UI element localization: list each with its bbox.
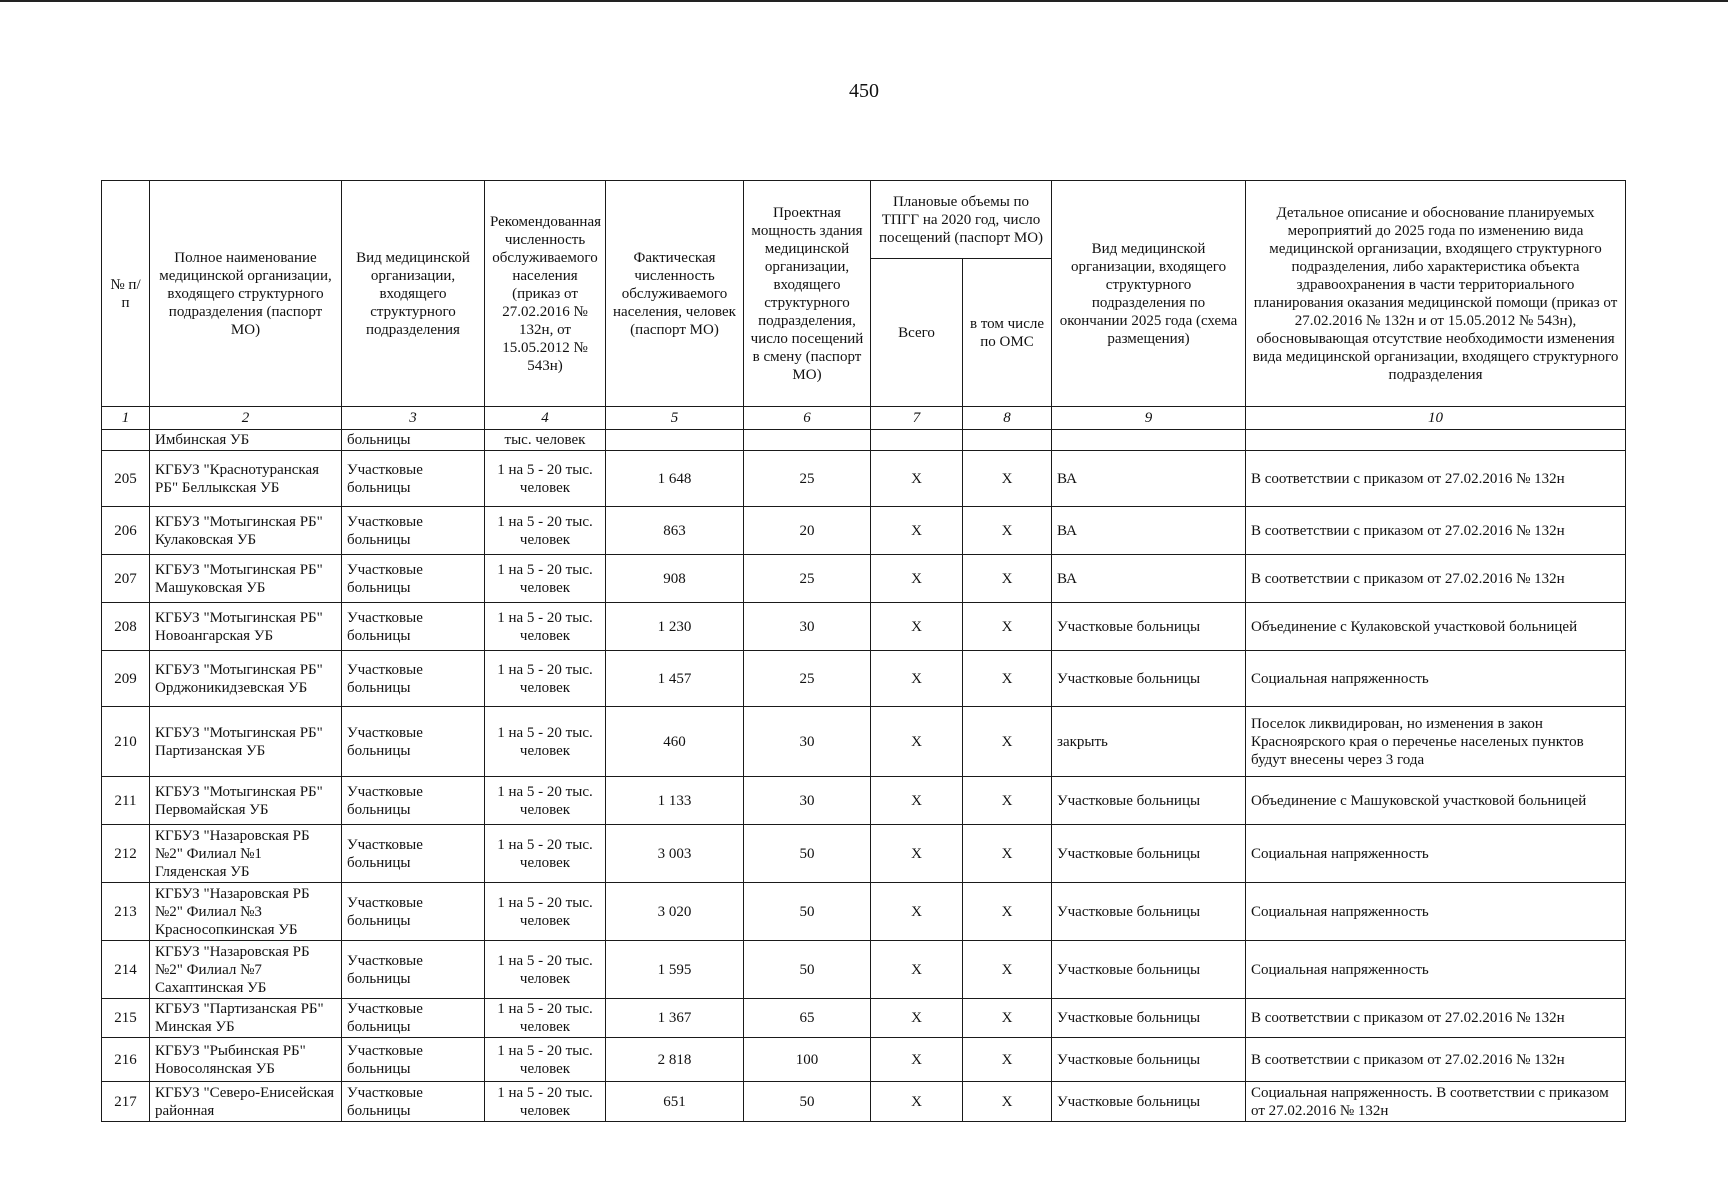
- cell-total: Х: [871, 603, 963, 651]
- cell-name: КГБУЗ "Рыбинская РБ" Новосолянская УБ: [150, 1038, 342, 1082]
- cell-capacity: 25: [744, 451, 871, 507]
- cell-capacity: 20: [744, 507, 871, 555]
- cell-population: 1 367: [606, 999, 744, 1038]
- cell-num: 205: [102, 451, 150, 507]
- cell-oms: Х: [963, 777, 1052, 825]
- table-row: [102, 941, 1626, 999]
- cell-name: КГБУЗ "Северо-Енисейская районная: [150, 1082, 342, 1122]
- cell-kind-2025: Участковые больницы: [1052, 1082, 1246, 1122]
- cell-oms: Х: [963, 507, 1052, 555]
- cell-name: КГБУЗ "Мотыгинская РБ" Партизанская УБ: [150, 707, 342, 777]
- cell-oms: Х: [963, 603, 1052, 651]
- cell-oms: Х: [963, 555, 1052, 603]
- cell-population: 3 020: [606, 883, 744, 941]
- table-header: [102, 181, 1626, 430]
- cell-name: КГБУЗ "Мотыгинская РБ" Машуковская УБ: [150, 555, 342, 603]
- cell-norm: 1 на 5 - 20 тыс. человек: [485, 883, 606, 941]
- table-row: [102, 883, 1626, 941]
- cell-population: 3 003: [606, 825, 744, 883]
- cell-name: КГБУЗ "Назаровская РБ №2" Филиал №3 Красносопкинская УБ: [150, 883, 342, 941]
- cell-name: КГБУЗ "Мотыгинская РБ" Первомайская УБ: [150, 777, 342, 825]
- header-oms: в том числе по ОМС: [963, 259, 1052, 407]
- cell-total: Х: [871, 507, 963, 555]
- header-recommended-population: Рекомендованная численность обслуживаемого населения (приказ от 27.02.2016 № 132н, от 15.05.2012 № 543н): [485, 181, 606, 407]
- cell-population: 1 133: [606, 777, 744, 825]
- cell-kind-2025: Участковые больницы: [1052, 603, 1246, 651]
- cell-capacity: 30: [744, 603, 871, 651]
- cell-description: Объединение с Кулаковской участковой больницей: [1246, 603, 1626, 651]
- cell-kind-2025: Участковые больницы: [1052, 777, 1246, 825]
- table-row: [102, 555, 1626, 603]
- cell-total: Х: [871, 883, 963, 941]
- cell-type: Участковые больницы: [342, 777, 485, 825]
- cell-total: Х: [871, 825, 963, 883]
- cell-oms: Х: [963, 883, 1052, 941]
- cell-capacity: 65: [744, 999, 871, 1038]
- cell-total: Х: [871, 777, 963, 825]
- table-row: [102, 777, 1626, 825]
- cell-capacity: 30: [744, 707, 871, 777]
- cell-name: КГБУЗ "Краснотуранская РБ" Беллыкская УБ: [150, 451, 342, 507]
- cell-capacity: 100: [744, 1038, 871, 1082]
- cell-type: Участковые больницы: [342, 825, 485, 883]
- cell-description: Социальная напряженность. В соответствии с приказом от 27.02.2016 № 132н: [1246, 1082, 1626, 1122]
- cell-total: Х: [871, 555, 963, 603]
- cell-type: Участковые больницы: [342, 883, 485, 941]
- header-name: Полное наименование медицинской организации, входящего структурного подразделения (паспорт МО): [150, 181, 342, 407]
- column-number: 4: [485, 407, 606, 430]
- cell-kind-2025: ВА: [1052, 507, 1246, 555]
- cell-oms: Х: [963, 1082, 1052, 1122]
- cell-kind-2025: ВА: [1052, 555, 1246, 603]
- cell-num: 206: [102, 507, 150, 555]
- cell-capacity: 30: [744, 777, 871, 825]
- cell-type: Участковые больницы: [342, 1082, 485, 1122]
- cell-total: Х: [871, 651, 963, 707]
- table-row: [102, 1082, 1626, 1122]
- column-number: 3: [342, 407, 485, 430]
- cell-total: Х: [871, 999, 963, 1038]
- cell-description: В соответствии с приказом от 27.02.2016 № 132н: [1246, 507, 1626, 555]
- cell-population: 1 457: [606, 651, 744, 707]
- header-actual-population: Фактическая численность обслуживаемого населения, человек (паспорт МО): [606, 181, 744, 407]
- header-capacity: Проектная мощность здания медицинской организации, входящего структурного подразделения, число посещений в смену (паспорт МО): [744, 181, 871, 407]
- cell-population: 651: [606, 1082, 744, 1122]
- table-row: [102, 451, 1626, 507]
- cell-type: Участковые больницы: [342, 707, 485, 777]
- cell-description: В соответствии с приказом от 27.02.2016 № 132н: [1246, 555, 1626, 603]
- cell-description: Поселок ликвидирован, но изменения в закон Красноярского края о переченье населеных пунктов будут внесены через 3 года: [1246, 707, 1626, 777]
- cell-name: КГБУЗ "Назаровская РБ №2" Филиал №7 Сахаптинская УБ: [150, 941, 342, 999]
- cell-description: Социальная напряженность: [1246, 883, 1626, 941]
- cell-type: Участковые больницы: [342, 507, 485, 555]
- cell-kind-2025: Участковые больницы: [1052, 941, 1246, 999]
- cell-norm: 1 на 5 - 20 тыс. человек: [485, 651, 606, 707]
- column-number-row: [102, 407, 1626, 430]
- cell-description: Социальная напряженность: [1246, 941, 1626, 999]
- cell-total: Х: [871, 941, 963, 999]
- cell-type: Участковые больницы: [342, 999, 485, 1038]
- page-number: 450: [849, 80, 879, 102]
- cell-norm: 1 на 5 - 20 тыс. человек: [485, 707, 606, 777]
- cell-norm: 1 на 5 - 20 тыс. человек: [485, 603, 606, 651]
- cell-total: Х: [871, 451, 963, 507]
- cell-description: В соответствии с приказом от 27.02.2016 № 132н: [1246, 451, 1626, 507]
- cell-norm: 1 на 5 - 20 тыс. человек: [485, 941, 606, 999]
- cell-num: 213: [102, 883, 150, 941]
- cell-population: 1 648: [606, 451, 744, 507]
- cell-norm: 1 на 5 - 20 тыс. человек: [485, 555, 606, 603]
- cell-population: 2 818: [606, 1038, 744, 1082]
- cell-kind-2025: Участковые больницы: [1052, 1038, 1246, 1082]
- column-number: 10: [1246, 407, 1626, 430]
- table-row: [102, 507, 1626, 555]
- cell-oms: Х: [963, 825, 1052, 883]
- cell-population: 1 595: [606, 941, 744, 999]
- cell-norm: 1 на 5 - 20 тыс. человек: [485, 507, 606, 555]
- cell-norm: 1 на 5 - 20 тыс. человек: [485, 451, 606, 507]
- cell-description: В соответствии с приказом от 27.02.2016 № 132н: [1246, 999, 1626, 1038]
- cell-type: Участковые больницы: [342, 555, 485, 603]
- cell-population: 1 230: [606, 603, 744, 651]
- cell-num: 212: [102, 825, 150, 883]
- cell-capacity: 50: [744, 825, 871, 883]
- column-number: 8: [963, 407, 1052, 430]
- cell-norm: тыс. человек: [485, 430, 606, 451]
- cell-population: 460: [606, 707, 744, 777]
- header-total: Всего: [871, 259, 963, 407]
- cell-num: 210: [102, 707, 150, 777]
- table-row: [102, 707, 1626, 777]
- table-row: [102, 651, 1626, 707]
- header-num: № п/п: [102, 181, 150, 407]
- cell-population: 863: [606, 507, 744, 555]
- cell-name: КГБУЗ "Мотыгинская РБ" Кулаковская УБ: [150, 507, 342, 555]
- cell-type: Участковые больницы: [342, 603, 485, 651]
- cell-name: КГБУЗ "Мотыгинская РБ" Орджоникидзевская УБ: [150, 651, 342, 707]
- cell-population: 908: [606, 555, 744, 603]
- header-kind-2025: Вид медицинской организации, входящего структурного подразделения по окончании 2025 года (схема размещения): [1052, 181, 1246, 407]
- cell-capacity: 25: [744, 555, 871, 603]
- cell-kind-2025: Участковые больницы: [1052, 999, 1246, 1038]
- cell-description: Социальная напряженность: [1246, 651, 1626, 707]
- table-row: [102, 999, 1626, 1038]
- cell-kind-2025: Участковые больницы: [1052, 825, 1246, 883]
- cell-num: 215: [102, 999, 150, 1038]
- cell-num: 209: [102, 651, 150, 707]
- cell-oms: Х: [963, 941, 1052, 999]
- cell-oms: Х: [963, 651, 1052, 707]
- cell-num: 211: [102, 777, 150, 825]
- cell-kind-2025: ВА: [1052, 451, 1246, 507]
- cell-num: 216: [102, 1038, 150, 1082]
- header-planned-volumes: Плановые объемы по ТПГГ на 2020 год, число посещений (паспорт МО): [871, 181, 1052, 259]
- cell-name: Имбинская УБ: [150, 430, 342, 451]
- cell-capacity: 25: [744, 651, 871, 707]
- cell-num: 217: [102, 1082, 150, 1122]
- cell-capacity: 50: [744, 883, 871, 941]
- cell-norm: 1 на 5 - 20 тыс. человек: [485, 825, 606, 883]
- cell-oms: Х: [963, 999, 1052, 1038]
- cell-num: 207: [102, 555, 150, 603]
- cell-norm: 1 на 5 - 20 тыс. человек: [485, 777, 606, 825]
- column-number: 2: [150, 407, 342, 430]
- cell-total: Х: [871, 1082, 963, 1122]
- cell-type: Участковые больницы: [342, 451, 485, 507]
- top-edge-line: [0, 0, 1728, 2]
- column-number: 9: [1052, 407, 1246, 430]
- table-row: [102, 603, 1626, 651]
- cell-type: больницы: [342, 430, 485, 451]
- column-number: 1: [102, 407, 150, 430]
- cell-name: КГБУЗ "Партизанская РБ" Минская УБ: [150, 999, 342, 1038]
- cell-type: Участковые больницы: [342, 1038, 485, 1082]
- hospital-registry-table: [101, 180, 1626, 1122]
- column-number: 5: [606, 407, 744, 430]
- column-number: 6: [744, 407, 871, 430]
- cell-name: КГБУЗ "Назаровская РБ №2" Филиал №1 Гляденская УБ: [150, 825, 342, 883]
- cell-num: 208: [102, 603, 150, 651]
- cell-oms: Х: [963, 451, 1052, 507]
- continuation-row: [102, 430, 1626, 451]
- cell-capacity: 50: [744, 941, 871, 999]
- cell-total: Х: [871, 1038, 963, 1082]
- table-row: [102, 825, 1626, 883]
- cell-description: Социальная напряженность: [1246, 825, 1626, 883]
- header-description: Детальное описание и обоснование планируемых мероприятий до 2025 года по изменению вида медицинской организации, входящего структурного подразделения, либо характеристика объекта здравоохранения в части территориального планирования оказания медицинской помощи (приказ от 27.02.2016 № 132н и от 15.05.2012 № 543н), обосновывающая отсутствие необходимости изменения вида медицинской организации, входящего структурного подразделения: [1246, 181, 1626, 407]
- header-type: Вид медицинской организации, входящего структурного подразделения: [342, 181, 485, 407]
- cell-norm: 1 на 5 - 20 тыс. человек: [485, 999, 606, 1038]
- cell-total: Х: [871, 707, 963, 777]
- cell-type: Участковые больницы: [342, 941, 485, 999]
- table-row: [102, 1038, 1626, 1082]
- cell-kind-2025: Участковые больницы: [1052, 651, 1246, 707]
- cell-description: Объединение с Машуковской участковой больницей: [1246, 777, 1626, 825]
- cell-kind-2025: закрыть: [1052, 707, 1246, 777]
- cell-oms: Х: [963, 1038, 1052, 1082]
- cell-name: КГБУЗ "Мотыгинская РБ" Новоангарская УБ: [150, 603, 342, 651]
- cell-norm: 1 на 5 - 20 тыс. человек: [485, 1082, 606, 1122]
- table-body: [102, 430, 1626, 1122]
- cell-num: 214: [102, 941, 150, 999]
- cell-type: Участковые больницы: [342, 651, 485, 707]
- column-number: 7: [871, 407, 963, 430]
- cell-oms: Х: [963, 707, 1052, 777]
- cell-kind-2025: Участковые больницы: [1052, 883, 1246, 941]
- cell-capacity: 50: [744, 1082, 871, 1122]
- cell-description: В соответствии с приказом от 27.02.2016 № 132н: [1246, 1038, 1626, 1082]
- cell-norm: 1 на 5 - 20 тыс. человек: [485, 1038, 606, 1082]
